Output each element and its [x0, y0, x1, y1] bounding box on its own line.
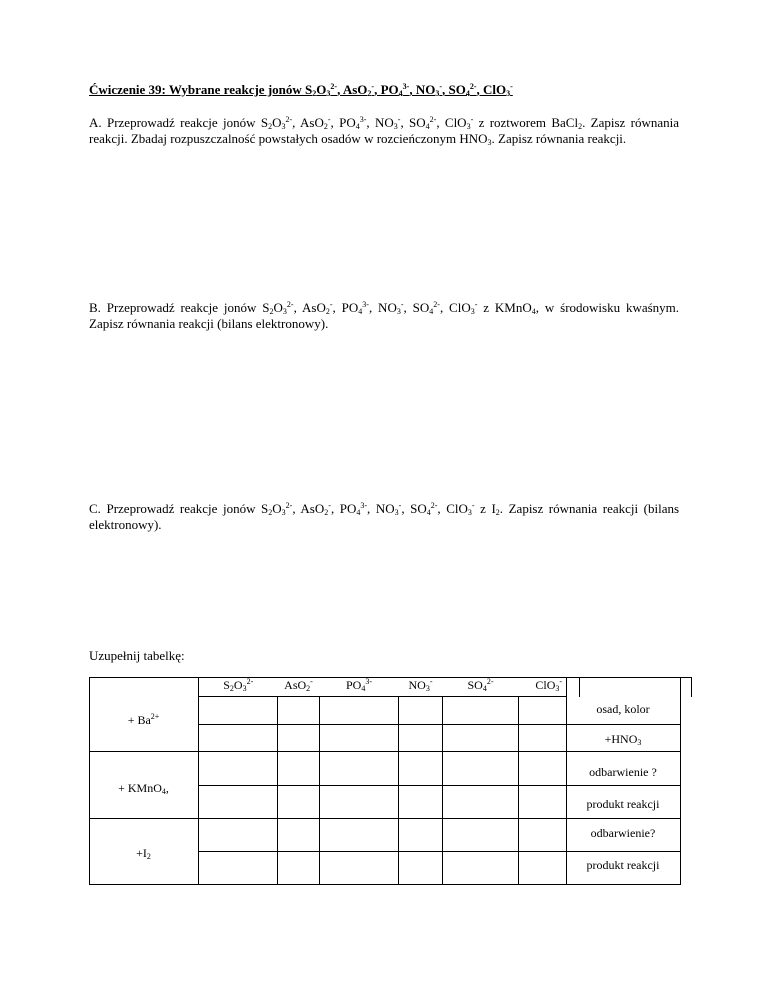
table-grid	[89, 677, 680, 884]
section-c-text: C. Przeprowadź reakcje jonów $S_2O_3^{2-}$, AsO$_2$-, $PO_4^{3-}$, $NO_3^-$, $SO_4^{2-}$, ClO$_3$- z $I_2$. Zapisz równania reakcji (bilans elektronowy).	[89, 501, 680, 532]
row-label-i2: $+I_2$	[136, 846, 151, 861]
col-header-so4: $SO_4^{2-}$	[467, 676, 494, 693]
section-b-text: B. Przeprowadź reakcje jonów $S_2O_3^{2-}$, AsO$_2$-, $PO_4^{3-}$, $NO_3^-$, $SO_4^{2-}$, ClO$_3$- z KMnO$_4$, w środowisku kwaśnym. Zapisz równania reakcji (bilans elektronowy).	[89, 300, 680, 331]
col-header-s2o3: $S_2O_3^{2-}$	[223, 676, 254, 693]
table-label: Uzupełnij tabelkę:	[89, 648, 185, 663]
note-odbarwienie-1: odbarwienie ?	[589, 765, 657, 779]
row-label-ba: + $Ba^{2+}$	[127, 712, 160, 727]
note-hno3: $+HNO_3$	[604, 732, 642, 747]
note-osad-kolor: osad, kolor	[596, 702, 650, 716]
note-odbarwienie-2: odbarwienie?	[590, 826, 656, 840]
section-a-text: A. Przeprowadź reakcje jonów $S_2O_3^{2-}$, AsO$_2$-, $PO_4^{3-}$, $NO_3^-$, $SO_4^{2-}$, ClO$_3$- z roztworem BaCl$_2$. Zapisz równania reakcji. Zbadaj rozpuszczalność powstałych osadów w rozcieńczonym $HNO_3$. Zapisz równania reakcji.	[89, 115, 680, 147]
col-header-clo3: ClO$_3$-	[535, 676, 563, 693]
col-header-po4: $PO_4^{3-}$	[345, 676, 372, 693]
col-header-aso2: AsO$_2$-	[284, 676, 313, 693]
note-produkt-1: produkt reakcji	[586, 797, 660, 811]
row-label-kmno4: + KMnO$_4$,	[118, 781, 169, 796]
exercise-title: Ćwiczenie 39: Wybrane reakcje jonów $S_2O_3^{2-}$, AsO$_2$-, $PO_4^{3-}$, $NO_3^-$, $SO_4^{2-}$, ClO$_3$-	[89, 82, 513, 98]
note-produkt-2: produkt reakcji	[586, 858, 660, 872]
col-header-no3: $NO_3^-$	[408, 676, 433, 693]
